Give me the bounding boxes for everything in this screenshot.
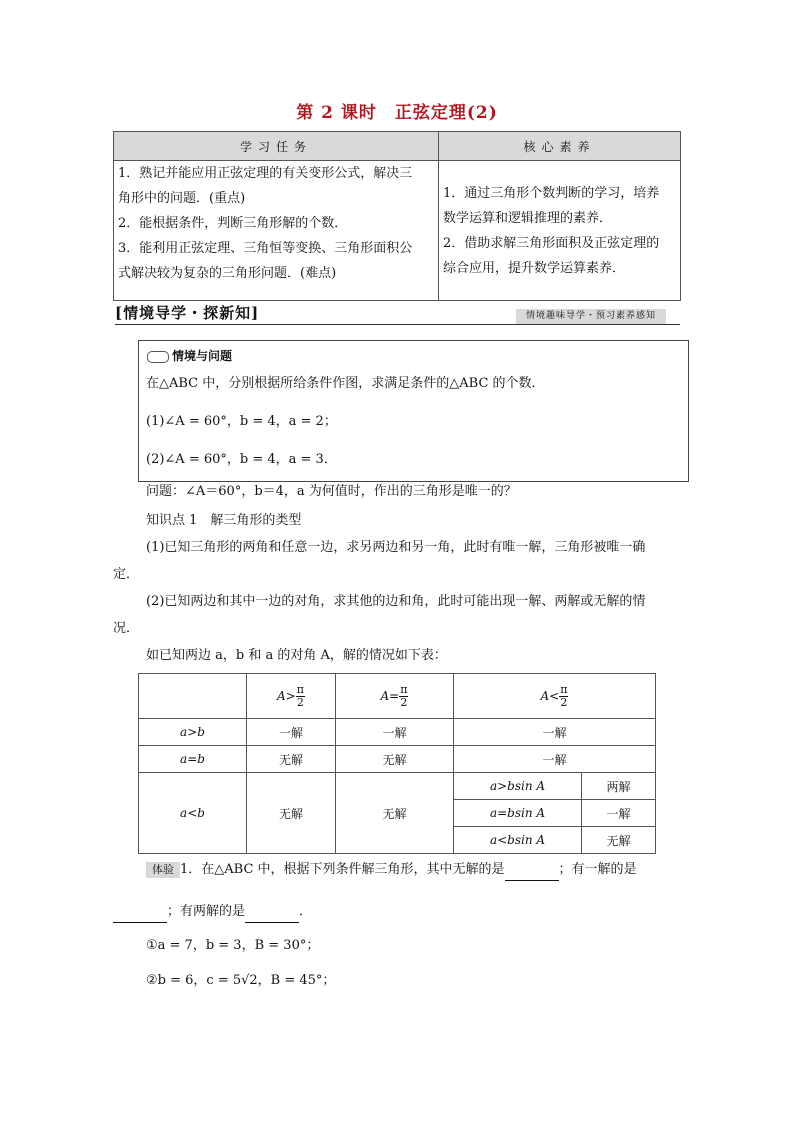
scenario-label <box>147 347 232 364</box>
section-divider <box>115 324 680 325</box>
knowledge-heading: 知识点 1 解三角形的类型 <box>146 513 302 528</box>
task-line: 式解决较为复杂的三角形问题．(难点) <box>118 266 337 281</box>
page-title: 第 2 课时 正弦定理(2) <box>296 103 498 123</box>
scenario-line-2: (1)∠A = 60°，b = 4，a = 2； <box>146 414 337 429</box>
col-right: A= $\frac{\pi}{2}$ <box>336 674 454 719</box>
book-icon <box>147 351 169 363</box>
header-learning-tasks: 学习任务 <box>114 132 439 161</box>
learning-tasks-table <box>113 131 681 301</box>
task-line: 3．能利用正弦定理、三角恒等变换、三角形面积公 <box>118 241 413 256</box>
exercise-line-2: ；有两解的是 ． <box>113 902 312 923</box>
section-tag: 情境趣味导学・预习素养感知 <box>516 309 666 324</box>
exercise-item-2: ②b = 6，c = 5√2，B = 45°； <box>146 973 336 988</box>
learning-tasks-cell <box>114 161 439 301</box>
question-text: 问题：∠A＝60°，b＝4，a 为何值时，作出的三角形是唯一的？ <box>146 484 517 499</box>
core-literacy-cell <box>439 161 681 301</box>
scenario-label-text: 情境与问题 <box>172 349 233 363</box>
table-row: a<bsin A 无解 <box>139 827 656 854</box>
knowledge-p1-cont: 定． <box>113 567 140 582</box>
table-row: a<b 无解 无解 a>bsin A 两解 <box>139 773 656 800</box>
corner-cell <box>139 674 247 719</box>
task-line: 1．熟记并能应用正弦定理的有关变形公式，解决三 <box>118 166 413 181</box>
task-line: 角形中的问题．(重点) <box>118 191 246 206</box>
col-obtuse: A> $\frac{\pi}{2}$ <box>247 674 336 719</box>
knowledge-p2-cont: 况． <box>113 621 140 636</box>
header-core-literacy: 核心素养 <box>439 132 681 161</box>
table-row: a>b 一解 一解 一解 <box>139 719 656 746</box>
scenario-line-1: 在△ABC 中，分别根据所给条件作图，求满足条件的△ABC 的个数． <box>146 376 545 391</box>
task-line: 2．能根据条件，判断三角形解的个数． <box>118 216 348 231</box>
table-intro: 如已知两边 a，b 和 a 的对角 A，解的情况如下表： <box>146 648 447 663</box>
solution-cases-table <box>138 673 656 854</box>
answer-blank-two[interactable] <box>245 902 299 923</box>
section-heading: [情境导学・探新知] <box>115 304 260 322</box>
literacy-line: 数学运算和逻辑推理的素养． <box>443 210 613 226</box>
answer-blank-one[interactable] <box>113 902 167 923</box>
scenario-line-3: (2)∠A = 60°，b = 4，a = 3． <box>146 452 337 467</box>
col-acute: A< $\frac{\pi}{2}$ <box>454 674 656 719</box>
scenario-box <box>138 340 689 482</box>
exercise-line-1: 体验 1．在△ABC 中，根据下列条件解三角形，其中无解的是 ；有一解的是 <box>146 860 637 881</box>
knowledge-p2: (2)已知两边和其中一边的对角，求其他的边和角，此时可能出现一解、两解或无解的情 <box>146 594 646 609</box>
knowledge-p1: (1)已知三角形的两角和任意一边，求另两边和另一角，此时有唯一解，三角形被唯一确 <box>146 540 646 555</box>
literacy-line: 2．借助求解三角形面积及正弦定理的 <box>443 235 660 251</box>
literacy-line: 1．通过三角形个数判断的学习，培养 <box>443 185 660 201</box>
exercise-item-1: ①a = 7，b = 3，B = 30°； <box>146 938 320 953</box>
table-row: a=b 无解 无解 一解 <box>139 746 656 773</box>
table-row: a=bsin A 一解 <box>139 800 656 827</box>
exercise-badge: 体验 <box>146 862 180 878</box>
literacy-line: 综合应用，提升数学运算素养． <box>443 260 626 276</box>
answer-blank-none[interactable] <box>505 860 559 881</box>
